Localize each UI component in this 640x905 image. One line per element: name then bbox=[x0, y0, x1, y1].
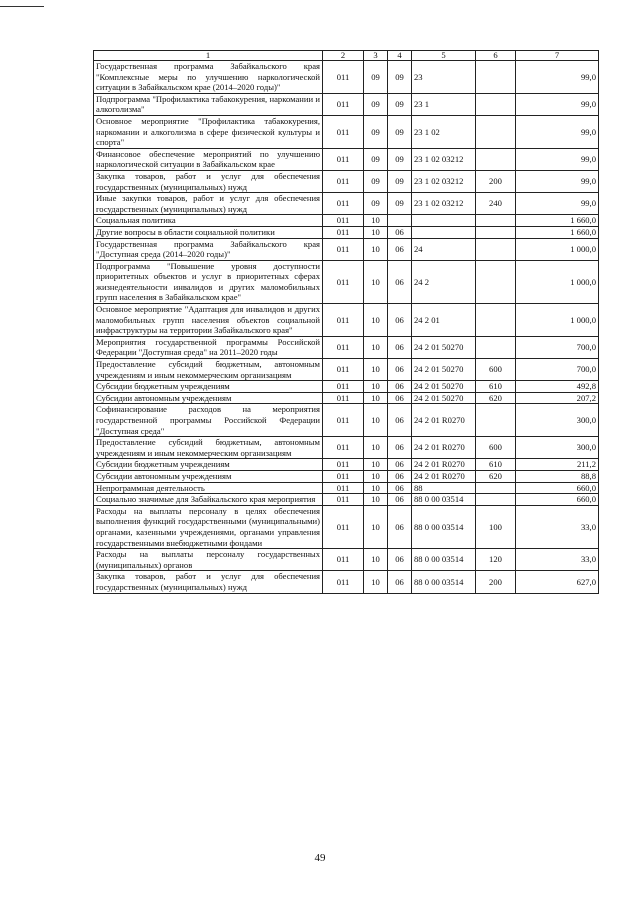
row-name: Иные закупки товаров, работ и услуг для обеспечения государственных (муниципальных) нужд bbox=[94, 193, 323, 215]
row-amount: 700,0 bbox=[516, 336, 599, 358]
row-target-article: 88 0 00 03514 bbox=[412, 494, 476, 506]
row-subsection-code: 09 bbox=[388, 193, 412, 215]
row-grbs-code: 011 bbox=[323, 392, 364, 404]
row-section-code: 10 bbox=[364, 549, 388, 571]
row-grbs-code: 011 bbox=[323, 148, 364, 170]
row-amount: 99,0 bbox=[516, 148, 599, 170]
row-expense-type bbox=[476, 260, 516, 303]
column-header: 5 bbox=[412, 51, 476, 61]
table-row bbox=[94, 238, 599, 260]
row-expense-type bbox=[476, 215, 516, 227]
row-expense-type bbox=[476, 336, 516, 358]
row-subsection-code: 06 bbox=[388, 238, 412, 260]
row-subsection-code: 06 bbox=[388, 505, 412, 548]
row-amount: 99,0 bbox=[516, 115, 599, 148]
row-grbs-code: 011 bbox=[323, 494, 364, 506]
row-target-article: 23 1 02 bbox=[412, 115, 476, 148]
table-row bbox=[94, 470, 599, 482]
column-header: 2 bbox=[323, 51, 364, 61]
row-expense-type: 100 bbox=[476, 505, 516, 548]
row-section-code: 09 bbox=[364, 193, 388, 215]
row-grbs-code: 011 bbox=[323, 459, 364, 471]
row-name: Расходы на выплаты персоналу в целях обеспечения выполнения функций государственными (муниципальными) органами, казенными учреждениями, органами управления государственными внебюджетными фондами bbox=[94, 505, 323, 548]
row-grbs-code: 011 bbox=[323, 238, 364, 260]
table-row bbox=[94, 494, 599, 506]
column-number-row bbox=[94, 51, 599, 61]
row-grbs-code: 011 bbox=[323, 381, 364, 393]
row-section-code: 10 bbox=[364, 470, 388, 482]
row-expense-type: 240 bbox=[476, 193, 516, 215]
row-expense-type bbox=[476, 304, 516, 337]
row-amount: 1 660,0 bbox=[516, 215, 599, 227]
row-amount: 88,8 bbox=[516, 470, 599, 482]
row-target-article: 24 2 01 R0270 bbox=[412, 437, 476, 459]
row-name: Закупка товаров, работ и услуг для обеспечения государственных (муниципальных) нужд bbox=[94, 571, 323, 593]
row-amount: 211,2 bbox=[516, 459, 599, 471]
row-target-article: 88 bbox=[412, 482, 476, 494]
row-amount: 660,0 bbox=[516, 494, 599, 506]
row-section-code: 10 bbox=[364, 336, 388, 358]
row-section-code: 10 bbox=[364, 505, 388, 548]
row-section-code: 10 bbox=[364, 304, 388, 337]
row-expense-type bbox=[476, 494, 516, 506]
row-name: Другие вопросы в области социальной политики bbox=[94, 226, 323, 238]
row-amount: 660,0 bbox=[516, 482, 599, 494]
table-row bbox=[94, 505, 599, 548]
row-subsection-code: 06 bbox=[388, 359, 412, 381]
table-row bbox=[94, 61, 599, 94]
row-amount: 1 000,0 bbox=[516, 238, 599, 260]
row-amount: 627,0 bbox=[516, 571, 599, 593]
row-amount: 700,0 bbox=[516, 359, 599, 381]
table-row bbox=[94, 93, 599, 115]
row-target-article bbox=[412, 215, 476, 227]
row-expense-type bbox=[476, 93, 516, 115]
row-name: Подпрограмма "Повышение уровня доступности приоритетных объектов и услуг в приоритетных сферах жизнедеятельности инвалидов и других маломобильных групп населения в Забайкальском крае" bbox=[94, 260, 323, 303]
row-section-code: 10 bbox=[364, 260, 388, 303]
row-name: Основное мероприятие "Профилактика табакокурения, наркомании и алкоголизма в сфере физической культуры и спорта" bbox=[94, 115, 323, 148]
row-name: Основное мероприятие "Адаптация для инвалидов и других маломобильных групп населения объектов социальной инфраструктуры на территории Забайкальского края" bbox=[94, 304, 323, 337]
row-section-code: 10 bbox=[364, 359, 388, 381]
row-section-code: 10 bbox=[364, 238, 388, 260]
row-expense-type: 200 bbox=[476, 571, 516, 593]
row-expense-type bbox=[476, 482, 516, 494]
row-expense-type bbox=[476, 404, 516, 437]
row-expense-type bbox=[476, 61, 516, 94]
row-section-code: 09 bbox=[364, 115, 388, 148]
row-section-code: 10 bbox=[364, 437, 388, 459]
row-target-article: 24 2 01 R0270 bbox=[412, 404, 476, 437]
row-grbs-code: 011 bbox=[323, 571, 364, 593]
row-expense-type: 600 bbox=[476, 359, 516, 381]
row-amount: 1 000,0 bbox=[516, 304, 599, 337]
row-target-article: 24 2 01 50270 bbox=[412, 336, 476, 358]
table-row bbox=[94, 260, 599, 303]
row-grbs-code: 011 bbox=[323, 404, 364, 437]
row-grbs-code: 011 bbox=[323, 193, 364, 215]
table-row bbox=[94, 437, 599, 459]
row-amount: 33,0 bbox=[516, 549, 599, 571]
row-name: Субсидии бюджетным учреждениям bbox=[94, 459, 323, 471]
row-section-code: 09 bbox=[364, 148, 388, 170]
column-header: 7 bbox=[516, 51, 599, 61]
row-name: Финансовое обеспечение мероприятий по улучшению наркологической ситуации в Забайкальском крае bbox=[94, 148, 323, 170]
row-section-code: 10 bbox=[364, 404, 388, 437]
row-subsection-code: 06 bbox=[388, 392, 412, 404]
row-amount: 33,0 bbox=[516, 505, 599, 548]
column-header: 4 bbox=[388, 51, 412, 61]
row-grbs-code: 011 bbox=[323, 437, 364, 459]
column-header: 1 bbox=[94, 51, 323, 61]
row-grbs-code: 011 bbox=[323, 260, 364, 303]
row-amount: 99,0 bbox=[516, 93, 599, 115]
budget-table bbox=[93, 50, 599, 594]
column-header: 3 bbox=[364, 51, 388, 61]
row-subsection-code: 09 bbox=[388, 93, 412, 115]
row-subsection-code: 06 bbox=[388, 571, 412, 593]
row-section-code: 09 bbox=[364, 93, 388, 115]
row-section-code: 10 bbox=[364, 215, 388, 227]
row-target-article: 24 2 01 50270 bbox=[412, 381, 476, 393]
row-grbs-code: 011 bbox=[323, 226, 364, 238]
row-subsection-code: 06 bbox=[388, 437, 412, 459]
table-row bbox=[94, 571, 599, 593]
row-amount: 99,0 bbox=[516, 61, 599, 94]
row-name: Подпрограмма "Профилактика табакокурения, наркомании и алкоголизма" bbox=[94, 93, 323, 115]
row-name: Социально значимые для Забайкальского края мероприятия bbox=[94, 494, 323, 506]
row-section-code: 10 bbox=[364, 494, 388, 506]
row-name: Расходы на выплаты персоналу государственных (муниципальных) органов bbox=[94, 549, 323, 571]
row-subsection-code bbox=[388, 215, 412, 227]
row-section-code: 10 bbox=[364, 226, 388, 238]
row-grbs-code: 011 bbox=[323, 470, 364, 482]
row-section-code: 10 bbox=[364, 482, 388, 494]
row-subsection-code: 06 bbox=[388, 304, 412, 337]
row-target-article: 88 0 00 03514 bbox=[412, 505, 476, 548]
table-row bbox=[94, 392, 599, 404]
row-subsection-code: 06 bbox=[388, 336, 412, 358]
row-subsection-code: 06 bbox=[388, 482, 412, 494]
row-target-article bbox=[412, 226, 476, 238]
row-section-code: 10 bbox=[364, 381, 388, 393]
column-header: 6 bbox=[476, 51, 516, 61]
row-subsection-code: 09 bbox=[388, 61, 412, 94]
row-grbs-code: 011 bbox=[323, 482, 364, 494]
row-amount: 300,0 bbox=[516, 437, 599, 459]
row-expense-type: 620 bbox=[476, 392, 516, 404]
row-amount: 492,8 bbox=[516, 381, 599, 393]
table-row bbox=[94, 459, 599, 471]
row-target-article: 24 2 01 R0270 bbox=[412, 470, 476, 482]
row-subsection-code: 06 bbox=[388, 404, 412, 437]
table-row bbox=[94, 404, 599, 437]
row-name: Субсидии бюджетным учреждениям bbox=[94, 381, 323, 393]
row-expense-type: 120 bbox=[476, 549, 516, 571]
row-name: Субсидии автономным учреждениям bbox=[94, 470, 323, 482]
row-grbs-code: 011 bbox=[323, 93, 364, 115]
row-subsection-code: 06 bbox=[388, 549, 412, 571]
table-row bbox=[94, 115, 599, 148]
row-target-article: 23 1 02 03212 bbox=[412, 148, 476, 170]
row-subsection-code: 06 bbox=[388, 470, 412, 482]
row-expense-type bbox=[476, 115, 516, 148]
row-subsection-code: 06 bbox=[388, 260, 412, 303]
table-row bbox=[94, 336, 599, 358]
table-row bbox=[94, 381, 599, 393]
row-amount: 99,0 bbox=[516, 193, 599, 215]
row-name: Мероприятия государственной программы Российской Федерации "Доступная среда" на 2011–2020 годы bbox=[94, 336, 323, 358]
row-expense-type bbox=[476, 148, 516, 170]
row-grbs-code: 011 bbox=[323, 359, 364, 381]
table-row bbox=[94, 304, 599, 337]
row-section-code: 10 bbox=[364, 459, 388, 471]
row-name: Социальная политика bbox=[94, 215, 323, 227]
table-row bbox=[94, 482, 599, 494]
row-target-article: 24 2 01 R0270 bbox=[412, 459, 476, 471]
row-target-article: 24 2 01 50270 bbox=[412, 359, 476, 381]
table-row bbox=[94, 148, 599, 170]
row-target-article: 88 0 00 03514 bbox=[412, 549, 476, 571]
row-amount: 1 000,0 bbox=[516, 260, 599, 303]
row-amount: 207,2 bbox=[516, 392, 599, 404]
row-amount: 300,0 bbox=[516, 404, 599, 437]
table-row bbox=[94, 359, 599, 381]
row-grbs-code: 011 bbox=[323, 170, 364, 192]
row-amount: 1 660,0 bbox=[516, 226, 599, 238]
row-subsection-code: 09 bbox=[388, 170, 412, 192]
top-left-rule bbox=[0, 6, 44, 7]
row-subsection-code: 06 bbox=[388, 226, 412, 238]
row-expense-type: 200 bbox=[476, 170, 516, 192]
row-grbs-code: 011 bbox=[323, 304, 364, 337]
page-number: 49 bbox=[314, 852, 326, 864]
row-name: Государственная программа Забайкальского края "Комплексные меры по улучшению наркологической ситуации в Забайкальском крае (2014–2020 годы)" bbox=[94, 61, 323, 94]
row-grbs-code: 011 bbox=[323, 549, 364, 571]
table-row bbox=[94, 193, 599, 215]
row-target-article: 23 1 02 03212 bbox=[412, 193, 476, 215]
row-target-article: 88 0 00 03514 bbox=[412, 571, 476, 593]
row-subsection-code: 09 bbox=[388, 148, 412, 170]
row-grbs-code: 011 bbox=[323, 215, 364, 227]
row-section-code: 10 bbox=[364, 571, 388, 593]
row-name: Закупка товаров, работ и услуг для обеспечения государственных (муниципальных) нужд bbox=[94, 170, 323, 192]
row-grbs-code: 011 bbox=[323, 505, 364, 548]
row-section-code: 09 bbox=[364, 61, 388, 94]
row-subsection-code: 06 bbox=[388, 494, 412, 506]
row-name: Предоставление субсидий бюджетным, автономным учреждениям и иным некоммерческим организациям bbox=[94, 437, 323, 459]
row-subsection-code: 09 bbox=[388, 115, 412, 148]
row-target-article: 23 1 bbox=[412, 93, 476, 115]
row-name: Софинансирование расходов на мероприятия государственной программы Российской Федерации "Доступная среда" bbox=[94, 404, 323, 437]
row-section-code: 09 bbox=[364, 170, 388, 192]
row-section-code: 10 bbox=[364, 392, 388, 404]
row-grbs-code: 011 bbox=[323, 336, 364, 358]
row-amount: 99,0 bbox=[516, 170, 599, 192]
row-expense-type: 620 bbox=[476, 470, 516, 482]
row-target-article: 24 2 01 bbox=[412, 304, 476, 337]
row-grbs-code: 011 bbox=[323, 61, 364, 94]
row-name: Предоставление субсидий бюджетным, автономным учреждениям и иным некоммерческим организациям bbox=[94, 359, 323, 381]
table-row bbox=[94, 215, 599, 227]
row-target-article: 24 bbox=[412, 238, 476, 260]
row-target-article: 23 1 02 03212 bbox=[412, 170, 476, 192]
row-expense-type: 610 bbox=[476, 459, 516, 471]
row-grbs-code: 011 bbox=[323, 115, 364, 148]
row-target-article: 24 2 01 50270 bbox=[412, 392, 476, 404]
row-expense-type: 610 bbox=[476, 381, 516, 393]
row-name: Субсидии автономным учреждениям bbox=[94, 392, 323, 404]
row-expense-type: 600 bbox=[476, 437, 516, 459]
row-expense-type bbox=[476, 226, 516, 238]
row-subsection-code: 06 bbox=[388, 381, 412, 393]
row-name: Непрограммная деятельность bbox=[94, 482, 323, 494]
row-target-article: 24 2 bbox=[412, 260, 476, 303]
table-row bbox=[94, 226, 599, 238]
row-expense-type bbox=[476, 238, 516, 260]
table-row bbox=[94, 549, 599, 571]
row-target-article: 23 bbox=[412, 61, 476, 94]
row-subsection-code: 06 bbox=[388, 459, 412, 471]
table-row bbox=[94, 170, 599, 192]
row-name: Государственная программа Забайкальского края "Доступная среда (2014–2020 годы)" bbox=[94, 238, 323, 260]
